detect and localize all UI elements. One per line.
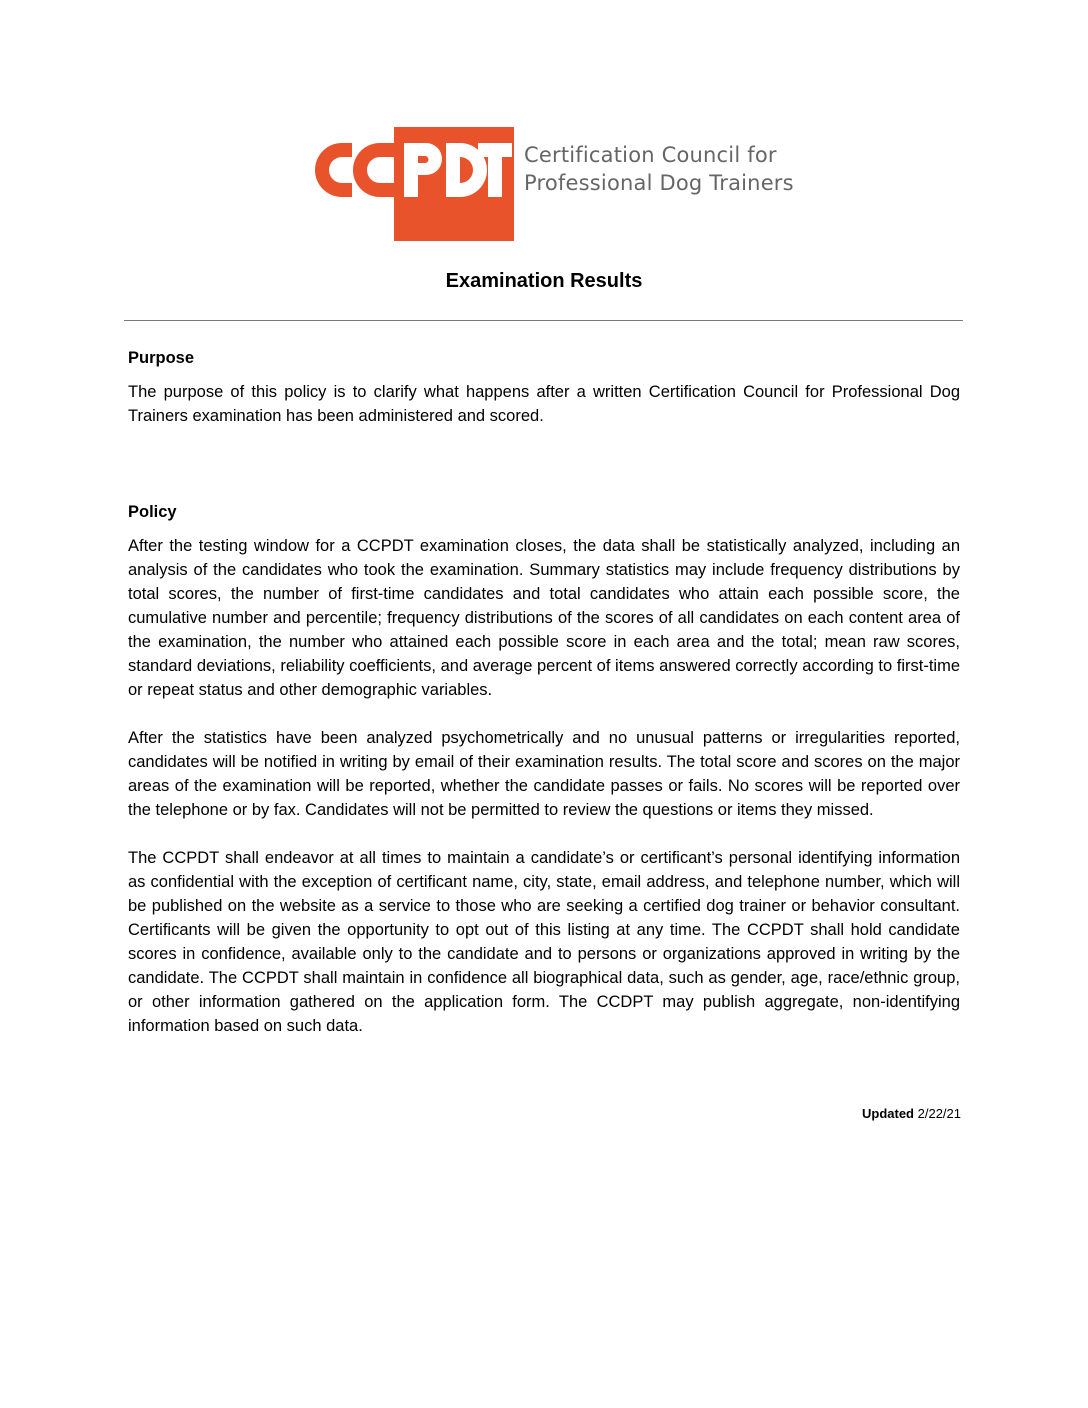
policy-heading: Policy [128, 503, 177, 521]
logo-tagline-line1: Certification Council for [524, 143, 777, 167]
purpose-paragraph: The purpose of this policy is to clarify what happens after a written Certification Council for Professional Dog Trainers examination has been administered and scored. [128, 383, 960, 425]
updated-date-note [780, 1104, 961, 1124]
title-divider [124, 320, 963, 321]
policy-paragraph-3: The CCPDT shall endeavor at all times to maintain a candidate’s or certificant’s personal identifying information as confidential with the exception of certificant name, city, state, email address, and telephone number, which will be published on the website as a service to those who are seeking a certified dog trainer or behavior consultant. Certificants will be given the opportunity to opt out of this listing at any time. The CCPDT shall hold candidate scores in confidence, available only to the candidate and to persons or organizations approved in writing by the candidate. The CCPDT shall maintain in confidence all biographical data, such as gender, age, race/ethnic group, or other information gathered on the application form. The CCDPT may publish aggregate, non-identifying information based on such data. [128, 849, 960, 1035]
updated-label: Updated [862, 1106, 914, 1121]
purpose-heading: Purpose [128, 349, 195, 367]
logo-tagline-line2: Professional Dog Trainers [524, 171, 794, 195]
ccpdt-logo-mark [308, 127, 514, 241]
policy-paragraph-2: After the statistics have been analyzed psychometrically and no unusual patterns or irregularities reported, candidates will be notified in writing by email of their examination results. The total score and scores on the major areas of the examination will be reported, whether the candidate passes or fails. No scores will be reported over the telephone or by fax. Candidates will not be permitted to review the questions or items they missed. [128, 729, 960, 819]
logo-tagline [524, 141, 794, 197]
ccpdt-logo [308, 127, 794, 241]
document-body [128, 346, 960, 1038]
policy-paragraph-1: After the testing window for a CCPDT examination closes, the data shall be statistically analyzed, including an analysis of the candidates who took the examination. Summary statistics may include frequency distributions by total scores, the number of first-time candidates and total candidates who attain each possible score, the cumulative number and percentile; frequency distributions of the scores of all candidates on each content area of the examination, the number who attained each possible score in each area and the total; mean raw scores, standard deviations, reliability coefficients, and average percent of items answered correctly according to first-time or repeat status and other demographic variables. [128, 537, 960, 699]
page-title: Examination Results [445, 270, 643, 292]
updated-date: 2/22/21 [917, 1106, 961, 1121]
